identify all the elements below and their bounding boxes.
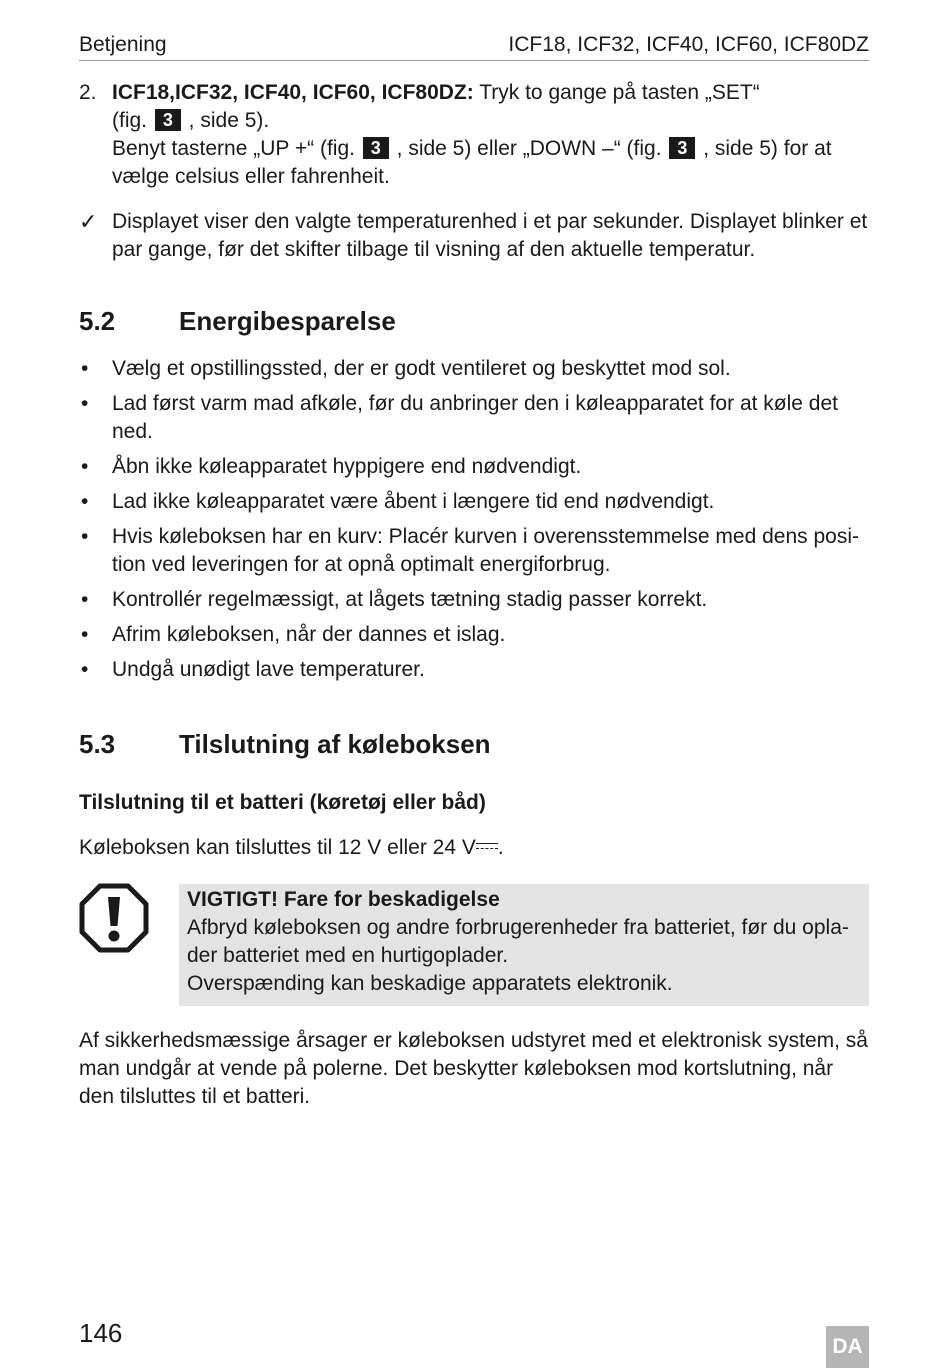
list-item-text: Lad først varm mad afkøle, før du anbringer den i køleapparatet for at køle det ned. <box>112 392 838 443</box>
bullet-icon: • <box>81 357 89 380</box>
subheading-battery: Tilslutning til et batteri (køretøj eller båd) <box>79 791 486 814</box>
list-item-text: Åbn ikke køleapparatet hyppigere end nødvendigt. <box>112 455 582 478</box>
warning-line: Afbryd køleboksen og andre forbrugerenheder fra batteriet, før du oplader batteriet med en hurtigoplader. <box>187 916 849 967</box>
step-line1: Tryk to gange på tasten „SET“ <box>473 81 760 104</box>
bullet-icon: • <box>81 490 89 513</box>
list-item-text: Vælg et opstillingssted, der er godt ventileret og beskyttet mod sol. <box>112 357 731 380</box>
step-line3-b: , side 5) eller „DOWN –“ (fig. <box>390 137 668 160</box>
section-heading-5-3 <box>79 729 491 760</box>
list-item <box>79 656 869 684</box>
voltage-end: . <box>497 836 504 859</box>
step-content <box>112 79 869 191</box>
list-item-text: Undgå unødigt lave temperaturer. <box>112 658 425 681</box>
header-models: ICF18, ICF32, ICF40, ICF60, ICF80DZ <box>508 33 869 56</box>
warning-line: Overspænding kan beskadige apparatets elektronik. <box>187 972 673 995</box>
list-item <box>79 453 869 481</box>
list-item <box>79 390 869 446</box>
list-item <box>79 488 869 516</box>
step-number: 2. <box>79 81 97 104</box>
list-item <box>79 355 869 383</box>
voltage-sentence: Køleboksen kan tilsluttes til 12 V eller 24 V <box>79 836 476 859</box>
bullet-icon: • <box>81 525 89 548</box>
figure-reference: 3 <box>155 109 181 131</box>
bullet-icon: • <box>81 392 89 415</box>
warning-title: VIGTIGT! Fare for beskadigelse <box>187 888 500 911</box>
header-section: Betjening <box>79 33 167 56</box>
step-line3-a: Benyt tasterne „UP +“ (fig. <box>112 137 361 160</box>
step-line2-suffix: , side 5). <box>182 109 270 132</box>
energy-tips-list <box>79 355 869 691</box>
bullet-icon: • <box>81 455 89 478</box>
language-tab: DA <box>826 1326 869 1368</box>
list-item-text: Kontrollér regelmæssigt, at lågets tætning stadig passer korrekt. <box>112 588 708 611</box>
bullet-icon: • <box>81 588 89 611</box>
section-title: Energibesparelse <box>179 306 396 336</box>
section-heading-5-2 <box>79 306 396 337</box>
step-models: ICF18,ICF32, ICF40, ICF60, ICF80DZ: <box>112 81 474 104</box>
result-text: Displayet viser den valgte temperaturenhed i et par sekunder. Displayet blinker et par gange, før det skifter tilbage til visning af den aktuelle temperatur. <box>112 210 868 261</box>
section-title: Tilslutning af køleboksen <box>179 729 491 759</box>
instruction-step <box>79 79 869 191</box>
figure-reference: 3 <box>363 137 389 159</box>
page-header <box>79 30 869 61</box>
checkmark-icon: ✓ <box>79 209 98 234</box>
warning-notice <box>179 884 869 1006</box>
list-item-text: Hvis køleboksen har en kurv: Placér kurven i overensstemmelse med dens position ved leveringen for at opnå optimalt energiforbrug. <box>112 525 859 576</box>
step-line2-prefix: (fig. <box>112 109 153 132</box>
step-result <box>79 208 869 264</box>
step-line3-c: , side 5) for at vælge celsius eller fahrenheit. <box>112 137 832 188</box>
page-number: 146 <box>79 1318 123 1348</box>
section-number: 5.2 <box>79 306 116 336</box>
figure-reference: 3 <box>669 137 695 159</box>
bullet-icon: • <box>81 658 89 681</box>
list-item-text: Lad ikke køleapparatet være åbent i længere tid end nødvendigt. <box>112 490 715 513</box>
list-item <box>79 586 869 614</box>
section-number: 5.3 <box>79 729 116 759</box>
direct-current-icon <box>476 842 498 852</box>
bullet-icon: • <box>81 623 89 646</box>
closing-paragraph <box>79 1027 869 1111</box>
voltage-text <box>79 834 869 862</box>
list-item <box>79 523 869 579</box>
list-item-text: Afrim køleboksen, når der dannes et islag. <box>112 623 506 646</box>
list-item <box>79 621 869 649</box>
exclamation-octagon-icon <box>79 883 149 953</box>
closing-text: Af sikkerhedsmæssige årsager er køleboksen udstyret med et elektronisk system, så man undgår at vende på polerne. Det beskytter køleboksen mod kortslutning, når den tilsluttes til et batteri. <box>79 1029 868 1108</box>
